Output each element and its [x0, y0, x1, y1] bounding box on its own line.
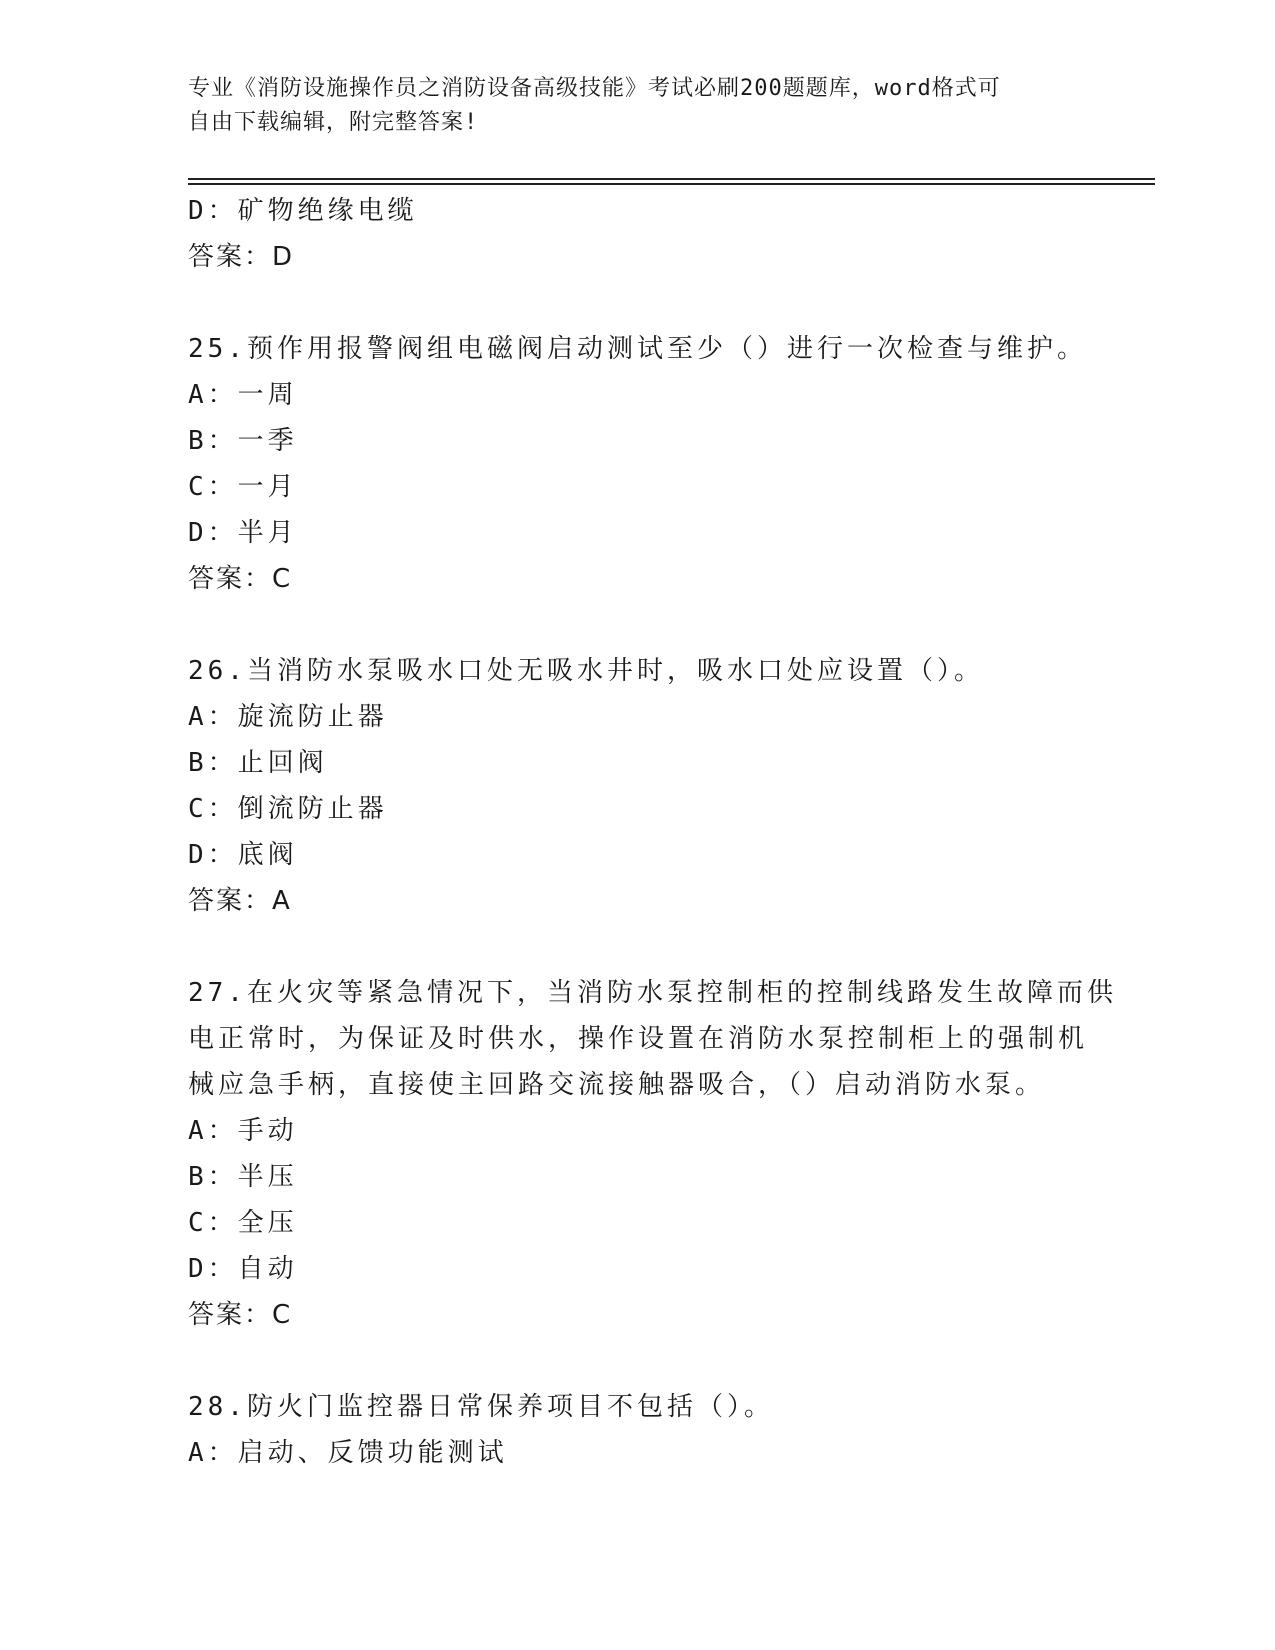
answer-line: 答案：D [188, 242, 295, 272]
header-line-2: 自由下载编辑，附完整答案! [188, 110, 479, 135]
question-stem: 25.预作用报警阀组电磁阀启动测试至少（）进行一次检查与维护。 [188, 334, 1087, 364]
question-stem-line-2: 电正常时，为保证及时供水，操作设置在消防水泵控制柜上的强制机 [188, 1024, 1089, 1054]
answer-line: 答案：C [188, 1300, 293, 1330]
question-stem: 28.防火门监控器日常保养项目不包括（）。 [188, 1392, 774, 1422]
question-stem: 26.当消防水泵吸水口处无吸水井时，吸水口处应设置（）。 [188, 656, 984, 686]
header-line-1: 专业《消防设施操作员之消防设备高级技能》考试必刷200题题库，word格式可 [188, 76, 1001, 101]
question-26 [188, 648, 1088, 924]
answer-line: 答案：C [188, 564, 293, 594]
option-b: B：半压 [188, 1162, 298, 1192]
header-rule-bottom [188, 183, 1155, 185]
option-c: C：倒流防止器 [188, 794, 388, 824]
spacer [188, 602, 1088, 648]
option-c: C：一月 [188, 472, 298, 502]
spacer [188, 1338, 1088, 1384]
document-header [188, 72, 1088, 140]
question-list [188, 188, 1117, 1476]
spacer [188, 924, 1088, 970]
option-a: A：手动 [188, 1116, 298, 1146]
question-stem-line-1: 27.在火灾等紧急情况下，当消防水泵控制柜的控制线路发生故障而供 [188, 978, 1117, 1008]
option-b: B：止回阀 [188, 748, 328, 778]
option-a: A：启动、反馈功能测试 [188, 1438, 508, 1468]
option-a: A：一周 [188, 380, 298, 410]
option-b: B：一季 [188, 426, 298, 456]
option-d: D：矿物绝缘电缆 [188, 196, 418, 226]
answer-line: 答案：A [188, 886, 292, 916]
question-stem-line-3: 械应急手柄，直接使主回路交流接触器吸合，（）启动消防水泵。 [188, 1070, 1046, 1100]
option-d: D：半月 [188, 518, 298, 548]
spacer [188, 280, 1088, 326]
header-rule-top [188, 178, 1155, 180]
option-c: C：全压 [188, 1208, 298, 1238]
question-28 [188, 1384, 1088, 1476]
option-d: D：底阀 [188, 840, 298, 870]
option-d: D：自动 [188, 1254, 298, 1284]
option-a: A：旋流防止器 [188, 702, 388, 732]
question-27 [188, 970, 1117, 1338]
question-25 [188, 326, 1088, 602]
